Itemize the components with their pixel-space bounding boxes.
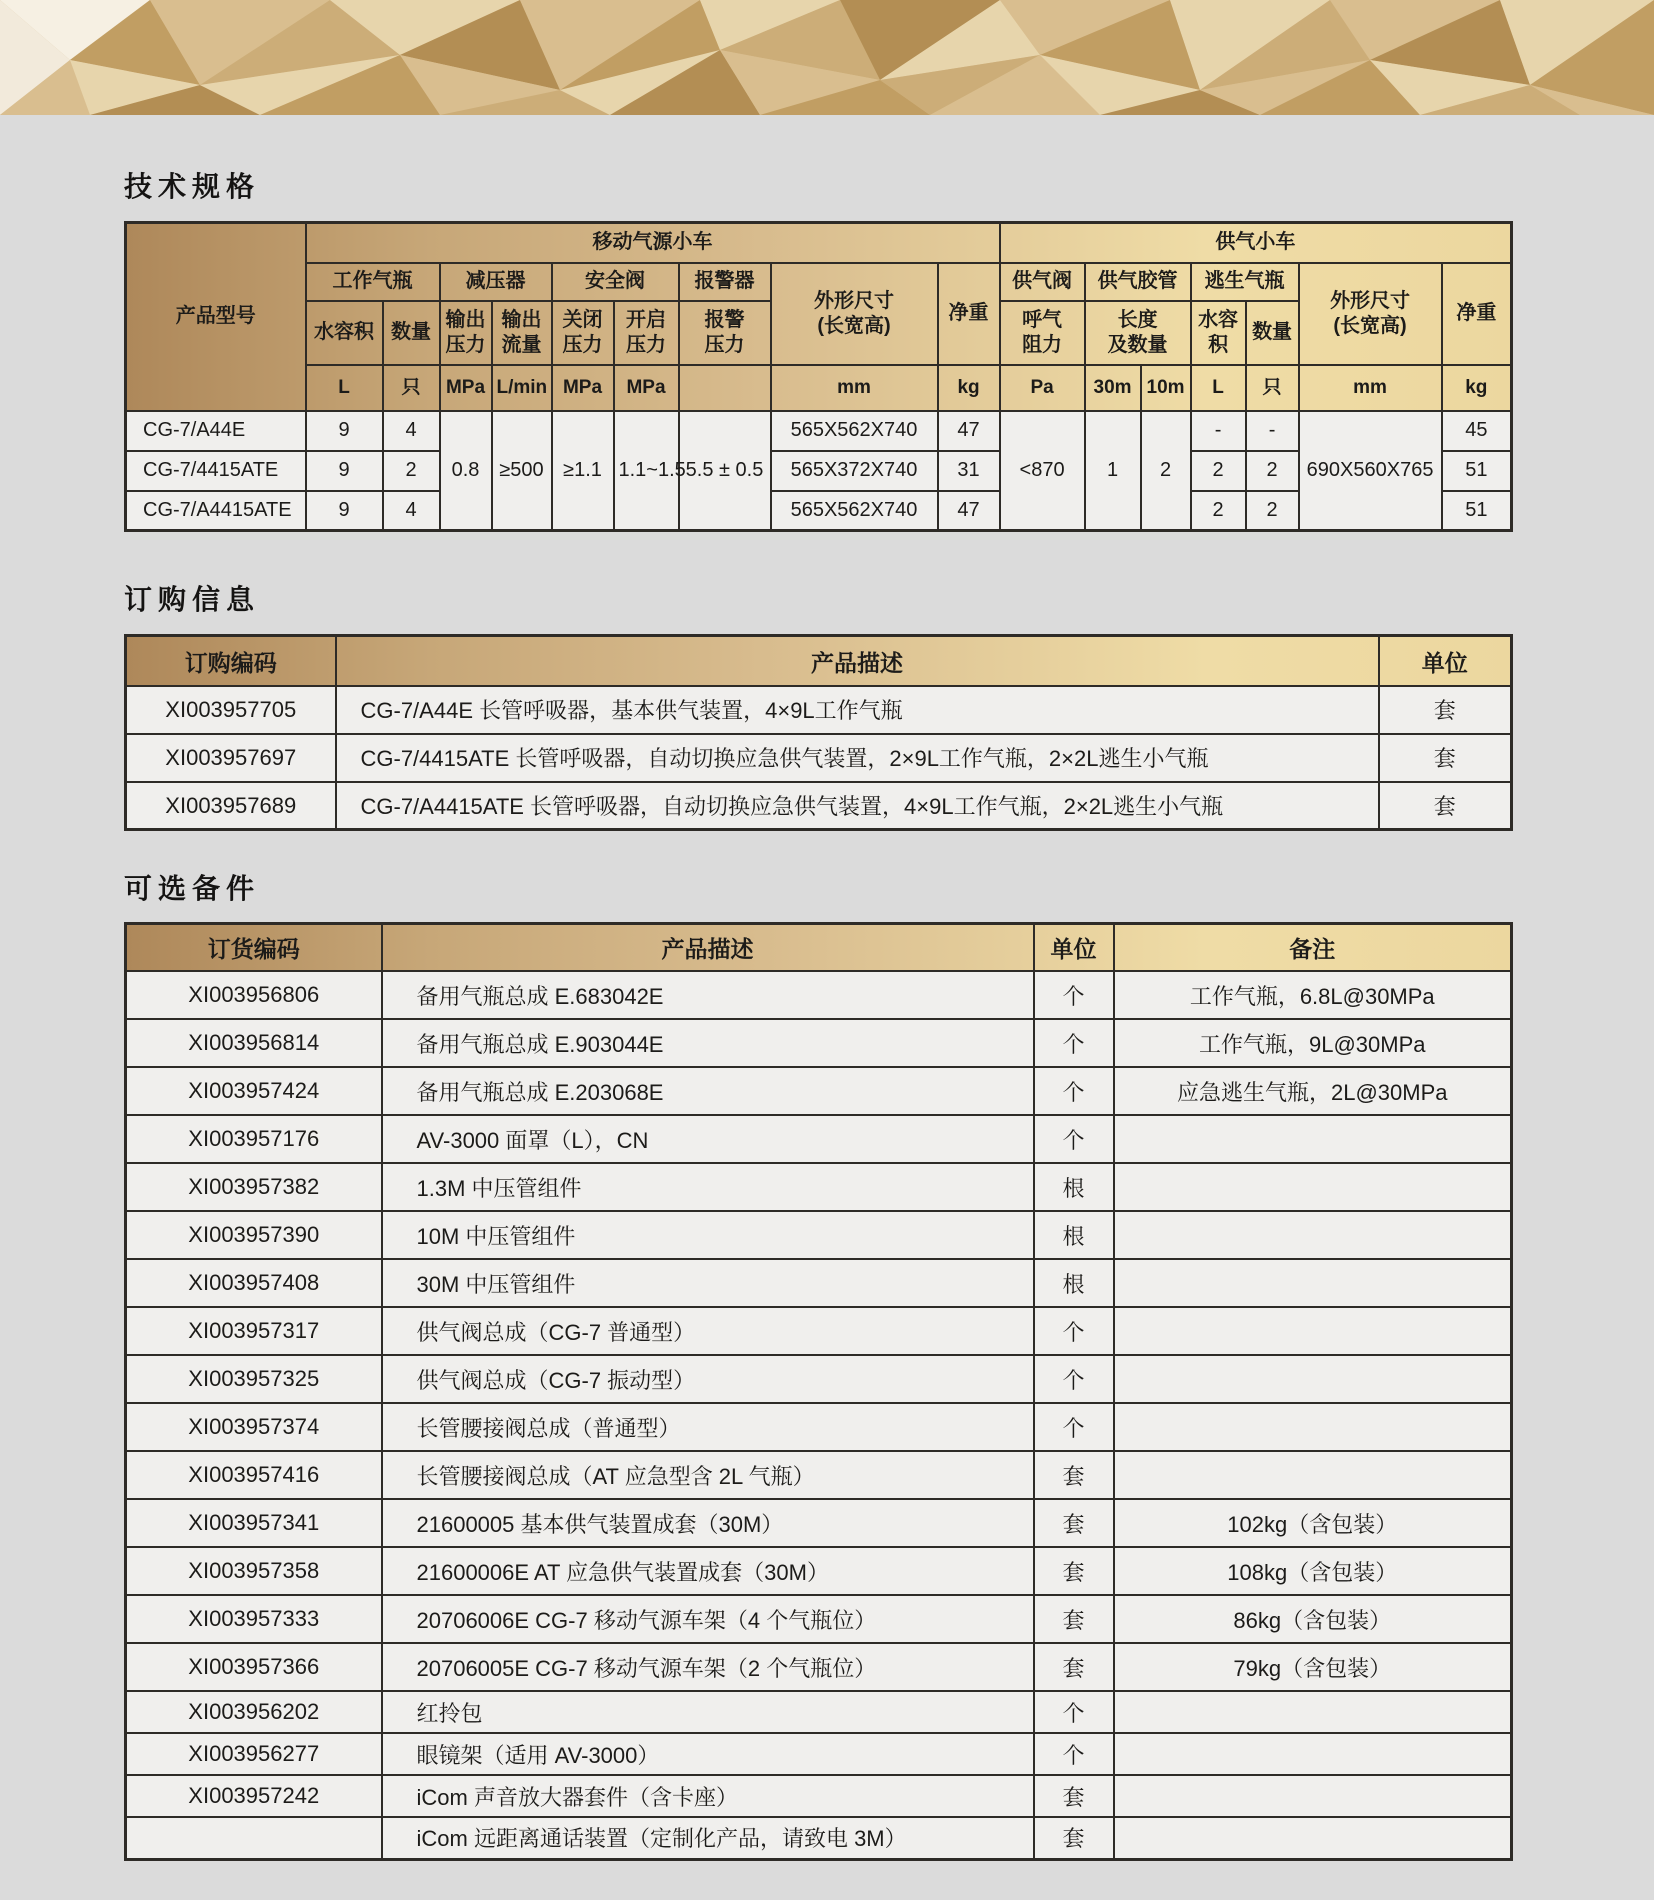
cell-description: 备用气瓶总成 E.903044E bbox=[382, 1019, 1034, 1067]
cell-order-code: XI003957382 bbox=[126, 1163, 382, 1211]
table-row bbox=[126, 1691, 1512, 1733]
table-cell: 47 bbox=[938, 411, 1000, 451]
table-row bbox=[126, 734, 1512, 782]
cell-description: iCom 远距离通话装置（定制化产品，请致电 3M） bbox=[382, 1817, 1034, 1859]
th-working-cylinder: 工作气瓶 bbox=[306, 263, 440, 301]
unit-resistance: Pa bbox=[1000, 365, 1085, 411]
cell-remark bbox=[1114, 1733, 1512, 1775]
cell-supply-dimensions: 690X560X765 bbox=[1299, 411, 1442, 531]
cell-unit: 根 bbox=[1034, 1259, 1114, 1307]
cell-order-code bbox=[126, 1817, 382, 1859]
cell-model: CG-7/4415ATE bbox=[126, 451, 306, 491]
label-line: 输出 bbox=[445, 308, 486, 331]
table-cell: 9 bbox=[306, 411, 383, 451]
cell-description: 备用气瓶总成 E.203068E bbox=[382, 1067, 1034, 1115]
cell-hose-10m: 2 bbox=[1141, 411, 1191, 531]
table-cell: 45 bbox=[1442, 411, 1512, 451]
table-cell: 2 bbox=[1246, 491, 1299, 531]
cell-order-code: XI003957705 bbox=[126, 686, 336, 734]
label-line: 关闭 bbox=[562, 308, 603, 331]
label-line: 输出 bbox=[501, 308, 542, 331]
cell-remark bbox=[1114, 1307, 1512, 1355]
table-cell: 2 bbox=[1191, 491, 1246, 531]
cell-remark bbox=[1114, 1691, 1512, 1733]
cell-description: 长管腰接阀总成（普通型） bbox=[382, 1403, 1034, 1451]
cell-close-pressure: ≥1.1 bbox=[552, 411, 614, 531]
unit-weight: kg bbox=[938, 365, 1000, 411]
cell-description: CG-7/A4415ATE 长管呼吸器，自动切换应急供气装置，4×9L工作气瓶，2×2L逃生小气瓶 bbox=[336, 782, 1379, 830]
label-line: 压力 bbox=[562, 333, 603, 356]
th-close-pressure bbox=[552, 301, 614, 365]
dimensions-line2: (长宽高) bbox=[817, 314, 891, 337]
table-row bbox=[126, 1019, 1512, 1067]
th-mobile-net-weight: 净重 bbox=[938, 263, 1000, 365]
gold-polygon-banner bbox=[0, 0, 1654, 115]
cell-order-code: XI003956202 bbox=[126, 1691, 382, 1733]
cell-description: AV-3000 面罩（L），CN bbox=[382, 1115, 1034, 1163]
cell-unit: 个 bbox=[1034, 1019, 1114, 1067]
table-cell: 4 bbox=[383, 411, 440, 451]
cell-description: iCom 声音放大器套件（含卡座） bbox=[382, 1775, 1034, 1817]
cell-order-code: XI003956806 bbox=[126, 971, 382, 1019]
cell-unit: 套 bbox=[1034, 1547, 1114, 1595]
label-line: 压力 bbox=[626, 333, 666, 356]
unit-weight: kg bbox=[1442, 365, 1512, 411]
cell-order-code: XI003956277 bbox=[126, 1733, 382, 1775]
cell-alarm-pressure: 5.5 ± 0.5 bbox=[679, 411, 771, 531]
th-hose-length-qty bbox=[1085, 301, 1191, 365]
cell-description: 20706005E CG-7 移动气源车架（2 个气瓶位） bbox=[382, 1643, 1034, 1691]
cell-remark bbox=[1114, 1775, 1512, 1817]
cell-description: 10M 中压管组件 bbox=[382, 1211, 1034, 1259]
cell-unit: 套 bbox=[1379, 686, 1512, 734]
table-row bbox=[126, 686, 1512, 734]
table-row bbox=[126, 1775, 1512, 1817]
table-cell: - bbox=[1191, 411, 1246, 451]
table-row bbox=[126, 1499, 1512, 1547]
unit-alarm-blank bbox=[679, 365, 771, 411]
cell-remark bbox=[1114, 1817, 1512, 1859]
table-row bbox=[126, 1163, 1512, 1211]
table-row bbox=[126, 1451, 1512, 1499]
cell-unit: 套 bbox=[1379, 782, 1512, 830]
cell-description: 红拎包 bbox=[382, 1691, 1034, 1733]
th-order-code: 订购编码 bbox=[126, 636, 336, 686]
table-row bbox=[126, 1259, 1512, 1307]
label-line: 报警 bbox=[704, 308, 745, 331]
label-line: 阻力 bbox=[1022, 333, 1063, 356]
th-product-model: 产品型号 bbox=[126, 223, 306, 411]
cell-unit: 套 bbox=[1034, 1817, 1114, 1859]
cell-unit: 个 bbox=[1034, 1115, 1114, 1163]
th-unit: 单位 bbox=[1034, 923, 1114, 971]
unit-hose30: 30m bbox=[1085, 365, 1141, 411]
cell-description: 20706006E CG-7 移动气源车架（4 个气瓶位） bbox=[382, 1595, 1034, 1643]
th-product-description: 产品描述 bbox=[336, 636, 1379, 686]
label-line: 及数量 bbox=[1107, 333, 1168, 356]
table-cell: 2 bbox=[1246, 451, 1299, 491]
th-supply-net-weight: 净重 bbox=[1442, 263, 1512, 365]
unit-dim: mm bbox=[1299, 365, 1442, 411]
th-alarm: 报警器 bbox=[679, 263, 771, 301]
cell-order-code: XI003957416 bbox=[126, 1451, 382, 1499]
cell-description: CG-7/A44E 长管呼吸器，基本供气装置，4×9L工作气瓶 bbox=[336, 686, 1379, 734]
cell-description: 21600006E AT 应急供气装置成套（30M） bbox=[382, 1547, 1034, 1595]
optional-accessories-table bbox=[124, 922, 1513, 1861]
cell-unit: 个 bbox=[1034, 1307, 1114, 1355]
th-group-mobile-cart: 移动气源小车 bbox=[306, 223, 1000, 263]
cell-order-code: XI003957374 bbox=[126, 1403, 382, 1451]
table-cell: 9 bbox=[306, 451, 383, 491]
table-row bbox=[126, 971, 1512, 1019]
cell-unit: 套 bbox=[1034, 1643, 1114, 1691]
table-row bbox=[126, 1403, 1512, 1451]
table-row bbox=[126, 1733, 1512, 1775]
ordering-info-table bbox=[124, 634, 1513, 831]
th-supply-hose: 供气胶管 bbox=[1085, 263, 1191, 301]
cell-remark: 工作气瓶，6.8L@30MPa bbox=[1114, 971, 1512, 1019]
cell-order-code: XI003957424 bbox=[126, 1067, 382, 1115]
tech-specs-table bbox=[124, 221, 1513, 532]
cell-order-code: XI003957325 bbox=[126, 1355, 382, 1403]
unit-volume: L bbox=[306, 365, 383, 411]
cell-unit: 个 bbox=[1034, 971, 1114, 1019]
unit-pressure: MPa bbox=[440, 365, 492, 411]
table-row bbox=[126, 782, 1512, 830]
th-supply-valve: 供气阀 bbox=[1000, 263, 1085, 301]
table-cell: 4 bbox=[383, 491, 440, 531]
label-line: 积 bbox=[1208, 333, 1229, 356]
cell-description: CG-7/4415ATE 长管呼吸器，自动切换应急供气装置，2×9L工作气瓶，2×2L逃生小气瓶 bbox=[336, 734, 1379, 782]
cell-unit: 套 bbox=[1034, 1499, 1114, 1547]
cell-output-flow: ≥500 bbox=[492, 411, 552, 531]
th-supply-dimensions bbox=[1299, 263, 1442, 365]
cell-remark bbox=[1114, 1211, 1512, 1259]
cell-order-code: XI003957242 bbox=[126, 1775, 382, 1817]
th-alarm-pressure bbox=[679, 301, 771, 365]
table-row bbox=[126, 1817, 1512, 1859]
table-cell: 9 bbox=[306, 491, 383, 531]
table-row bbox=[126, 1595, 1512, 1643]
table-cell: 51 bbox=[1442, 451, 1512, 491]
cell-order-code: XI003957317 bbox=[126, 1307, 382, 1355]
dimensions-line1: 外形尺寸 bbox=[1330, 289, 1411, 312]
table-cell: 31 bbox=[938, 451, 1000, 491]
table-cell: 51 bbox=[1442, 491, 1512, 531]
unit-hose10: 10m bbox=[1141, 365, 1191, 411]
cell-open-pressure: 1.1~1.5 bbox=[614, 411, 679, 531]
th-escape-quantity: 数量 bbox=[1246, 301, 1299, 365]
cell-remark: 108kg（含包装） bbox=[1114, 1547, 1512, 1595]
cell-description: 眼镜架（适用 AV-3000） bbox=[382, 1733, 1034, 1775]
table-cell: 2 bbox=[383, 451, 440, 491]
cell-order-code: XI003957366 bbox=[126, 1643, 382, 1691]
th-safety-valve: 安全阀 bbox=[552, 263, 679, 301]
cell-hose-30m: 1 bbox=[1085, 411, 1141, 531]
label-line: 长度 bbox=[1117, 308, 1158, 331]
table-cell: 47 bbox=[938, 491, 1000, 531]
section-title-optional-accessories: 可选备件 bbox=[124, 873, 261, 905]
th-escape-cylinder: 逃生气瓶 bbox=[1191, 263, 1299, 301]
section-title-tech-specs: 技术规格 bbox=[124, 171, 261, 202]
table-row bbox=[126, 411, 1512, 451]
th-product-description: 产品描述 bbox=[382, 923, 1034, 971]
cell-remark bbox=[1114, 1355, 1512, 1403]
th-mobile-dimensions bbox=[771, 263, 938, 365]
cell-unit: 套 bbox=[1379, 734, 1512, 782]
cell-breath-resistance: <870 bbox=[1000, 411, 1085, 531]
unit-count: 只 bbox=[1246, 365, 1299, 411]
cell-description: 30M 中压管组件 bbox=[382, 1259, 1034, 1307]
label-line: 开启 bbox=[626, 308, 666, 331]
th-output-flow bbox=[492, 301, 552, 365]
table-row bbox=[126, 1067, 1512, 1115]
label-line: 呼气 bbox=[1022, 308, 1063, 331]
cell-description: 供气阀总成（CG-7 振动型） bbox=[382, 1355, 1034, 1403]
label-line: 压力 bbox=[445, 333, 486, 356]
table-row bbox=[126, 1547, 1512, 1595]
cell-remark: 工作气瓶，9L@30MPa bbox=[1114, 1019, 1512, 1067]
dimensions-line2: (长宽高) bbox=[1333, 314, 1407, 337]
cell-unit: 套 bbox=[1034, 1451, 1114, 1499]
label-line: 流量 bbox=[501, 333, 542, 356]
cell-unit: 个 bbox=[1034, 1733, 1114, 1775]
cell-remark bbox=[1114, 1163, 1512, 1211]
cell-unit: 个 bbox=[1034, 1691, 1114, 1733]
section-title-ordering-info: 订购信息 bbox=[124, 584, 261, 616]
dimensions-line1: 外形尺寸 bbox=[814, 289, 894, 312]
th-quantity: 数量 bbox=[383, 301, 440, 365]
th-water-volume: 水容积 bbox=[306, 301, 383, 365]
table-row bbox=[126, 1115, 1512, 1163]
cell-model: CG-7/A4415ATE bbox=[126, 491, 306, 531]
cell-unit: 根 bbox=[1034, 1163, 1114, 1211]
table-row bbox=[126, 1643, 1512, 1691]
th-breath-resistance bbox=[1000, 301, 1085, 365]
cell-unit: 个 bbox=[1034, 1403, 1114, 1451]
cell-remark bbox=[1114, 1115, 1512, 1163]
unit-volume: L bbox=[1191, 365, 1246, 411]
cell-order-code: XI003957390 bbox=[126, 1211, 382, 1259]
cell-remark: 102kg（含包装） bbox=[1114, 1499, 1512, 1547]
cell-description: 备用气瓶总成 E.683042E bbox=[382, 971, 1034, 1019]
th-order-code: 订货编码 bbox=[126, 923, 382, 971]
th-unit: 单位 bbox=[1379, 636, 1512, 686]
th-group-supply-cart: 供气小车 bbox=[1000, 223, 1512, 263]
cell-unit: 根 bbox=[1034, 1211, 1114, 1259]
th-remark: 备注 bbox=[1114, 923, 1512, 971]
th-reducer: 减压器 bbox=[440, 263, 552, 301]
label-line: 压力 bbox=[704, 333, 745, 356]
unit-count: 只 bbox=[383, 365, 440, 411]
cell-description: 21600005 基本供气装置成套（30M） bbox=[382, 1499, 1034, 1547]
cell-description: 长管腰接阀总成（AT 应急型含 2L 气瓶） bbox=[382, 1451, 1034, 1499]
cell-unit: 套 bbox=[1034, 1595, 1114, 1643]
cell-order-code: XI003957333 bbox=[126, 1595, 382, 1643]
label-line: 水容 bbox=[1198, 308, 1239, 331]
cell-order-code: XI003957341 bbox=[126, 1499, 382, 1547]
cell-remark: 86kg（含包装） bbox=[1114, 1595, 1512, 1643]
cell-unit: 套 bbox=[1034, 1775, 1114, 1817]
cell-dimensions: 565X562X740 bbox=[771, 491, 938, 531]
cell-order-code: XI003957689 bbox=[126, 782, 336, 830]
unit-pressure: MPa bbox=[552, 365, 614, 411]
table-row bbox=[126, 1355, 1512, 1403]
cell-remark bbox=[1114, 1451, 1512, 1499]
cell-dimensions: 565X562X740 bbox=[771, 411, 938, 451]
cell-order-code: XI003956814 bbox=[126, 1019, 382, 1067]
unit-pressure: MPa bbox=[614, 365, 679, 411]
cell-description: 1.3M 中压管组件 bbox=[382, 1163, 1034, 1211]
cell-remark: 79kg（含包装） bbox=[1114, 1643, 1512, 1691]
cell-unit: 个 bbox=[1034, 1067, 1114, 1115]
th-open-pressure bbox=[614, 301, 679, 365]
cell-order-code: XI003957697 bbox=[126, 734, 336, 782]
cell-unit: 个 bbox=[1034, 1355, 1114, 1403]
cell-remark: 应急逃生气瓶，2L@30MPa bbox=[1114, 1067, 1512, 1115]
unit-dim: mm bbox=[771, 365, 938, 411]
cell-description: 供气阀总成（CG-7 普通型） bbox=[382, 1307, 1034, 1355]
cell-remark bbox=[1114, 1403, 1512, 1451]
table-row bbox=[126, 1307, 1512, 1355]
th-escape-water-volume bbox=[1191, 301, 1246, 365]
cell-model: CG-7/A44E bbox=[126, 411, 306, 451]
cell-output-pressure: 0.8 bbox=[440, 411, 492, 531]
cell-dimensions: 565X372X740 bbox=[771, 451, 938, 491]
unit-flow: L/min bbox=[492, 365, 552, 411]
table-cell: 2 bbox=[1191, 451, 1246, 491]
cell-remark bbox=[1114, 1259, 1512, 1307]
cell-order-code: XI003957176 bbox=[126, 1115, 382, 1163]
table-cell: - bbox=[1246, 411, 1299, 451]
th-output-pressure bbox=[440, 301, 492, 365]
cell-order-code: XI003957408 bbox=[126, 1259, 382, 1307]
cell-order-code: XI003957358 bbox=[126, 1547, 382, 1595]
table-row bbox=[126, 1211, 1512, 1259]
